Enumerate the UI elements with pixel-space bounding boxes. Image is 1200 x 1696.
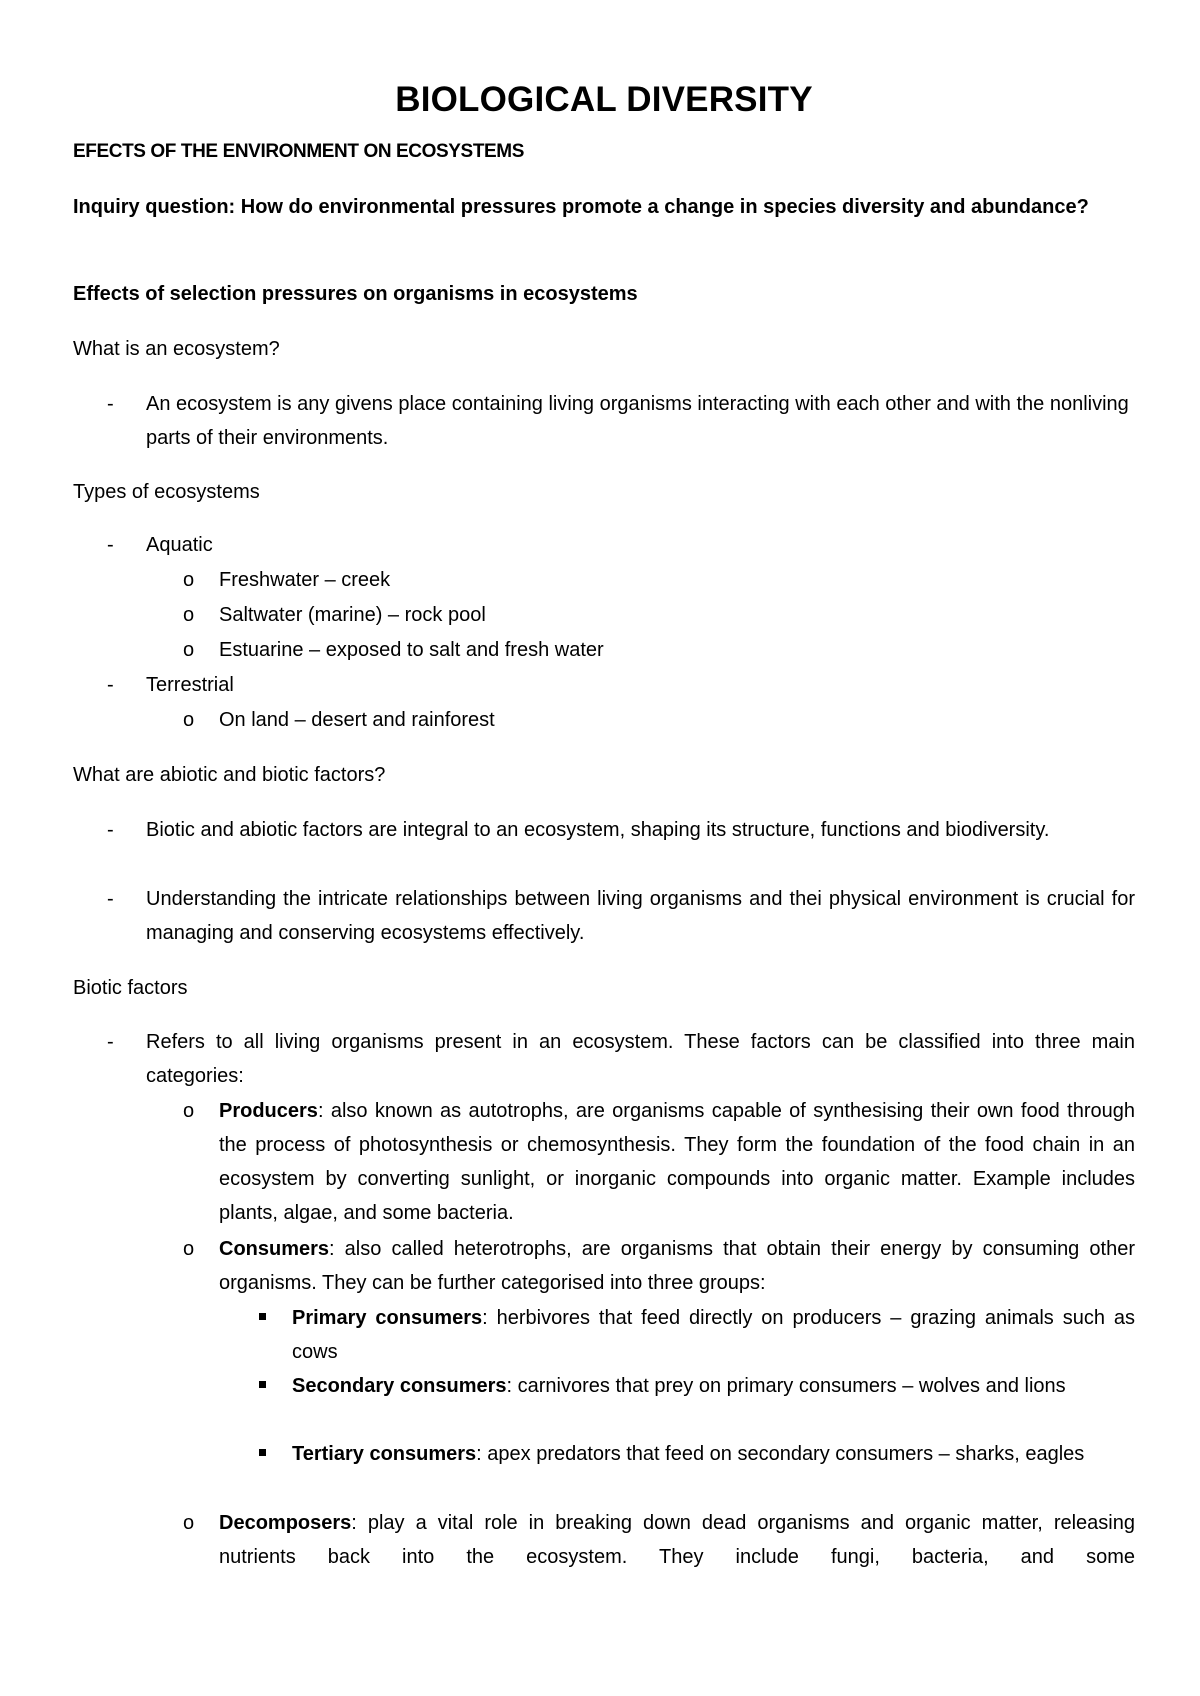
decomposers-term: Decomposers <box>219 1512 352 1534</box>
dash-marker: - <box>107 534 114 556</box>
circle-marker: o <box>183 1512 195 1534</box>
circle-marker: o <box>183 1238 195 1260</box>
tertiary-consumers-item <box>292 1437 1135 1471</box>
dash-marker: - <box>107 819 114 841</box>
consumers-term: Consumers <box>219 1238 330 1260</box>
aquatic-freshwater: Freshwater – creek <box>219 569 391 591</box>
type-aquatic: Aquatic <box>146 534 213 556</box>
tertiary-consumers-text: : apex predators that feed on secondary consumers – sharks, eagles <box>476 1443 1085 1465</box>
circle-marker: o <box>183 569 195 591</box>
circle-marker: o <box>183 604 195 626</box>
question-ecosystem: What is an ecosystem? <box>73 338 280 360</box>
question-factors: What are abiotic and biotic factors? <box>73 764 386 786</box>
producers-text: : also known as autotrophs, are organisms capable of synthesising their own food through the process of photosynthesis or chemosynthesis. They form the foundation of the food chain in an ecosystem by converting sunlight, or inorganic compounds into organic matter. Example includes plants, algae, and some bacteria. <box>219 1100 1135 1224</box>
decomposers-item <box>219 1506 1135 1574</box>
factors-bullet-relationships: Understanding the intricate relationships between living organisms and thei physical environment is crucial for managing and conserving ecosystems effectively. <box>146 888 1135 944</box>
terrestrial-land: On land – desert and rainforest <box>219 709 495 731</box>
consumers-text: : also called heterotrophs, are organisms that obtain their energy by consuming other organisms. They can be further categorised into three groups: <box>219 1238 1135 1294</box>
type-terrestrial: Terrestrial <box>146 674 234 696</box>
document-page <box>73 0 1135 1696</box>
square-bullet <box>259 1313 266 1320</box>
primary-consumers-term: Primary consumers <box>292 1307 483 1329</box>
section-heading: Effects of selection pressures on organisms in ecosystems <box>73 283 638 305</box>
dash-marker: - <box>107 393 114 415</box>
circle-marker: o <box>183 709 195 731</box>
aquatic-saltwater: Saltwater (marine) – rock pool <box>219 604 486 626</box>
consumers-item <box>219 1232 1135 1300</box>
ecosystem-definition: An ecosystem is any givens place containing living organisms interacting with each other and with the nonliving parts of their environments. <box>146 393 1129 449</box>
dash-marker: - <box>107 888 114 910</box>
document-title: BIOLOGICAL DIVERSITY <box>395 80 813 119</box>
decomposers-text: : play a vital role in breaking down dead organisms and organic matter, releasing nutrients back into the ecosystem. They include fungi, bacteria, and some <box>219 1512 1135 1568</box>
biotic-definition: Refers to all living organisms present in an ecosystem. These factors can be classified into three main categories: <box>146 1031 1135 1087</box>
factors-bullet-integral: Biotic and abiotic factors are integral to an ecosystem, shaping its structure, functions and biodiversity. <box>146 819 1050 841</box>
tertiary-consumers-term: Tertiary consumers <box>292 1443 477 1465</box>
primary-consumers-item <box>292 1301 1135 1369</box>
circle-marker: o <box>183 1100 195 1122</box>
secondary-consumers-item <box>292 1369 1135 1403</box>
biotic-heading: Biotic factors <box>73 977 188 999</box>
secondary-consumers-text: : carnivores that prey on primary consumers – wolves and lions <box>506 1375 1066 1397</box>
dash-marker: - <box>107 1031 114 1053</box>
producers-term: Producers <box>219 1100 318 1122</box>
producers-item <box>219 1094 1135 1230</box>
aquatic-estuarine: Estuarine – exposed to salt and fresh water <box>219 639 604 661</box>
inquiry-question: Inquiry question: How do environmental pressures promote a change in species diversity and abundance? <box>73 196 1089 218</box>
square-bullet <box>259 1381 266 1388</box>
primary-consumers-text: : herbivores that feed directly on producers – grazing animals such as cows <box>292 1307 1135 1363</box>
types-heading: Types of ecosystems <box>73 481 260 503</box>
circle-marker: o <box>183 639 195 661</box>
dash-marker: - <box>107 674 114 696</box>
secondary-consumers-term: Secondary consumers <box>292 1375 507 1397</box>
document-subtitle: EFECTS OF THE ENVIRONMENT ON ECOSYSTEMS <box>73 141 524 162</box>
square-bullet <box>259 1449 266 1456</box>
